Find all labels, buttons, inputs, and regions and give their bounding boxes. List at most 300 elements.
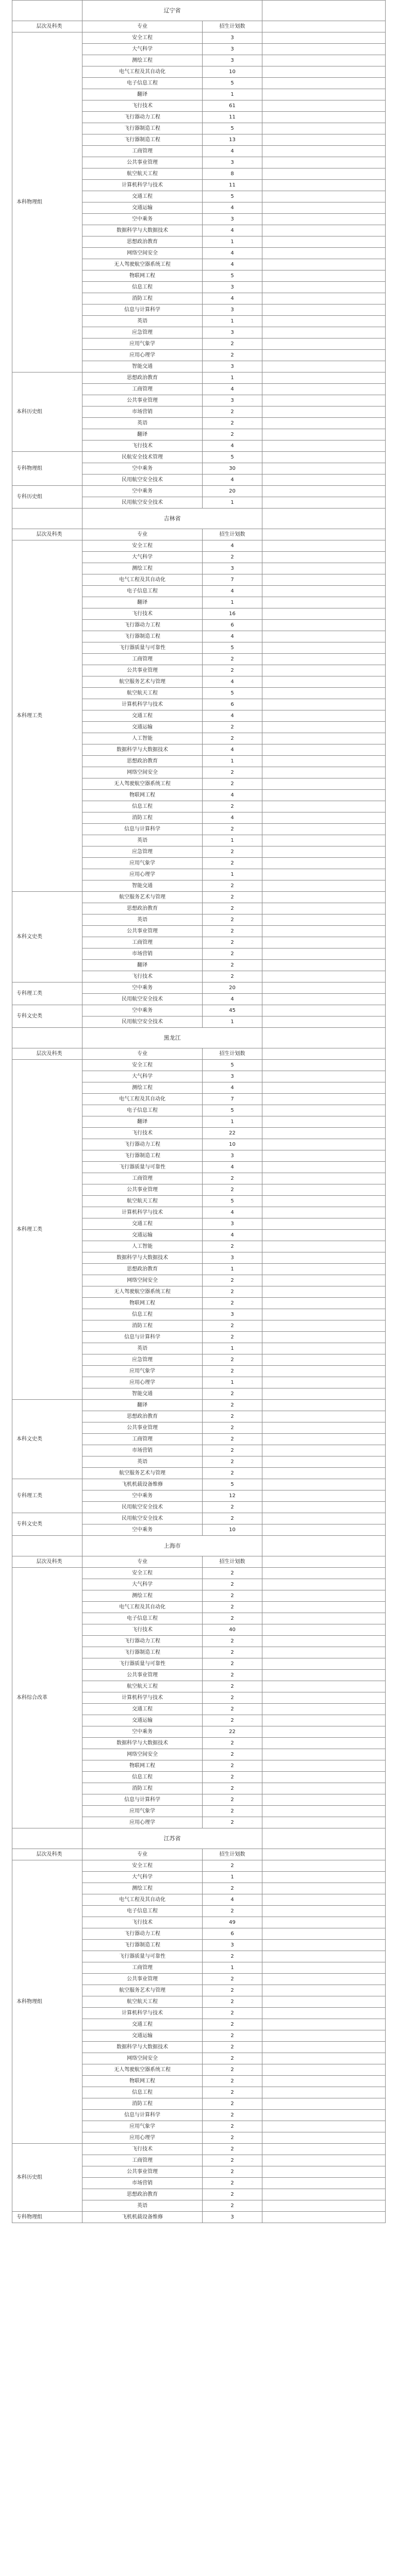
header-row — [12, 1048, 386, 1060]
count-cell: 4 — [203, 474, 262, 486]
major-cell: 网络空间安全 — [82, 248, 203, 259]
major-cell: 计算机科学与技术 — [82, 699, 203, 710]
major-cell: 翻译 — [82, 429, 203, 440]
count-cell: 2 — [203, 1772, 262, 1783]
major-cell: 无人驾驶航空器系统工程 — [82, 778, 203, 790]
count-cell: 40 — [203, 1624, 262, 1636]
count-cell: 4 — [203, 676, 262, 688]
header-major: 专业 — [82, 529, 203, 540]
count-cell: 4 — [203, 293, 262, 304]
major-cell: 英语 — [82, 2200, 203, 2212]
province-title-row — [12, 1536, 386, 1556]
major-cell: 消防工程 — [82, 2098, 203, 2110]
count-cell: 2 — [203, 2019, 262, 2030]
major-cell: 网络空间安全 — [82, 1749, 203, 1760]
count-cell: 8 — [203, 168, 262, 180]
count-cell: 2 — [203, 880, 262, 892]
count-cell: 2 — [203, 1411, 262, 1422]
major-cell: 物联网工程 — [82, 270, 203, 282]
table-row — [12, 1400, 386, 1411]
category-cell: 本科物理组 — [12, 32, 82, 372]
major-cell: 空中乘务 — [82, 1524, 203, 1536]
count-cell: 1 — [203, 89, 262, 100]
table-row — [12, 32, 386, 44]
count-cell: 3 — [203, 361, 262, 372]
count-cell: 4 — [203, 384, 262, 395]
major-cell: 大气科学 — [82, 1579, 203, 1590]
major-cell: 工商管理 — [82, 1434, 203, 1445]
major-cell: 航空服务艺术与管理 — [82, 892, 203, 903]
count-cell: 1 — [203, 372, 262, 384]
count-cell: 16 — [203, 608, 262, 620]
province-title-row — [12, 1828, 386, 1849]
major-cell: 飞行器动力工程 — [82, 620, 203, 631]
category-cell: 本科文史类 — [12, 892, 82, 982]
major-cell: 英语 — [82, 418, 203, 429]
major-cell: 信息与计算科学 — [82, 1794, 203, 1806]
count-cell: 5 — [203, 191, 262, 202]
major-cell: 英语 — [82, 316, 203, 327]
count-cell: 2 — [203, 1275, 262, 1286]
count-cell: 45 — [203, 1005, 262, 1016]
count-cell: 10 — [203, 1139, 262, 1150]
count-cell: 4 — [203, 202, 262, 214]
count-cell: 2 — [203, 824, 262, 835]
major-cell: 测绘工程 — [82, 55, 203, 66]
count-cell: 2 — [203, 2178, 262, 2189]
count-cell: 2 — [203, 338, 262, 350]
count-cell: 3 — [203, 44, 262, 55]
count-cell: 2 — [203, 1602, 262, 1613]
major-cell: 数据科学与大数据技术 — [82, 225, 203, 236]
major-cell: 空中乘务 — [82, 486, 203, 497]
count-cell: 30 — [203, 463, 262, 474]
count-cell: 3 — [203, 32, 262, 44]
major-cell: 人工智能 — [82, 1241, 203, 1252]
header-category: 层次及科类 — [12, 529, 82, 540]
count-cell: 2 — [203, 1286, 262, 1298]
count-cell: 2 — [203, 846, 262, 858]
major-cell: 智能交通 — [82, 1388, 203, 1400]
major-cell: 安全工程 — [82, 1568, 203, 1579]
count-cell: 2 — [203, 1590, 262, 1602]
major-cell: 翻译 — [82, 1116, 203, 1128]
count-cell: 2 — [203, 2121, 262, 2132]
major-cell: 航空航天工程 — [82, 688, 203, 699]
major-cell: 飞行技术 — [82, 971, 203, 982]
category-cell: 专科物理组 — [12, 2212, 82, 2223]
major-cell: 电气工程及其自动化 — [82, 1894, 203, 1906]
major-cell: 交通工程 — [82, 191, 203, 202]
count-cell: 7 — [203, 574, 262, 586]
major-cell: 信息与计算科学 — [82, 304, 203, 316]
count-cell: 2 — [203, 937, 262, 948]
major-cell: 信息与计算科学 — [82, 824, 203, 835]
major-cell: 英语 — [82, 1456, 203, 1468]
major-cell: 空中乘务 — [82, 214, 203, 225]
major-cell: 无人驾驶航空器系统工程 — [82, 259, 203, 270]
count-cell: 1 — [203, 1264, 262, 1275]
province-name: 江苏省 — [82, 1828, 262, 1849]
major-cell: 应用气象学 — [82, 858, 203, 869]
count-cell: 3 — [203, 55, 262, 66]
major-cell: 航空航天工程 — [82, 1681, 203, 1692]
count-cell: 2 — [203, 1388, 262, 1400]
major-cell: 大气科学 — [82, 552, 203, 563]
major-cell: 英语 — [82, 914, 203, 926]
major-cell: 飞行器质量与可靠性 — [82, 1162, 203, 1173]
count-cell: 4 — [203, 812, 262, 824]
count-cell: 2 — [203, 1996, 262, 2008]
count-cell: 11 — [203, 180, 262, 191]
major-cell: 飞行器制造工程 — [82, 134, 203, 146]
major-cell: 数据科学与大数据技术 — [82, 1252, 203, 1264]
major-cell: 公共事业管理 — [82, 1184, 203, 1196]
count-cell: 2 — [203, 1400, 262, 1411]
count-cell: 2 — [203, 1468, 262, 1479]
count-cell: 2 — [203, 892, 262, 903]
major-cell: 飞行技术 — [82, 100, 203, 112]
major-cell: 消防工程 — [82, 1320, 203, 1332]
major-cell: 网络空间安全 — [82, 1275, 203, 1286]
count-cell: 2 — [203, 2008, 262, 2019]
major-cell: 应急管理 — [82, 1354, 203, 1366]
count-cell: 2 — [203, 2098, 262, 2110]
count-cell: 1 — [203, 869, 262, 880]
major-cell: 人工智能 — [82, 733, 203, 744]
count-cell: 2 — [203, 665, 262, 676]
major-cell: 民用航空安全技术 — [82, 474, 203, 486]
major-cell: 信息工程 — [82, 2087, 203, 2098]
count-cell: 2 — [203, 2042, 262, 2053]
major-cell: 公共事业管理 — [82, 665, 203, 676]
major-cell: 市场营销 — [82, 1445, 203, 1456]
major-cell: 消防工程 — [82, 1783, 203, 1794]
major-cell: 飞行器动力工程 — [82, 1928, 203, 1940]
major-cell: 大气科学 — [82, 44, 203, 55]
count-cell: 7 — [203, 1094, 262, 1105]
count-cell: 2 — [203, 1332, 262, 1343]
major-cell: 飞行器制造工程 — [82, 631, 203, 642]
category-cell: 专科理工类 — [12, 982, 82, 1005]
major-cell: 飞行器制造工程 — [82, 1150, 203, 1162]
header-count: 招生计划数 — [203, 1849, 262, 1860]
major-cell: 交通工程 — [82, 1218, 203, 1230]
header-row — [12, 1556, 386, 1568]
major-cell: 交通工程 — [82, 1704, 203, 1715]
province-title-row — [12, 509, 386, 529]
count-cell: 2 — [203, 1951, 262, 1962]
table-row — [12, 452, 386, 463]
count-cell: 1 — [203, 1872, 262, 1883]
count-cell: 4 — [203, 710, 262, 722]
admissions-plan-sheet — [12, 0, 385, 2223]
count-cell: 2 — [203, 2200, 262, 2212]
count-cell: 13 — [203, 134, 262, 146]
major-cell: 电子信息工程 — [82, 1906, 203, 1917]
table-row — [12, 1860, 386, 1872]
major-cell: 工商管理 — [82, 384, 203, 395]
major-cell: 数据科学与大数据技术 — [82, 1738, 203, 1749]
count-cell: 2 — [203, 1883, 262, 1894]
major-cell: 翻译 — [82, 89, 203, 100]
count-cell: 10 — [203, 66, 262, 78]
header-row — [12, 21, 386, 32]
count-cell: 2 — [203, 971, 262, 982]
province-name: 黑龙江 — [82, 1028, 262, 1048]
count-cell: 11 — [203, 112, 262, 123]
major-cell: 飞机机载设备维修 — [82, 2212, 203, 2223]
count-cell: 2 — [203, 2132, 262, 2144]
category-cell: 专科理工类 — [12, 1479, 82, 1513]
count-cell: 2 — [203, 801, 262, 812]
count-cell: 4 — [203, 790, 262, 801]
major-cell: 思想政治教育 — [82, 372, 203, 384]
major-cell: 公共事业管理 — [82, 1974, 203, 1985]
header-major: 专业 — [82, 1849, 203, 1860]
count-cell: 4 — [203, 540, 262, 552]
major-cell: 安全工程 — [82, 540, 203, 552]
major-cell: 应用气象学 — [82, 1366, 203, 1377]
major-cell: 数据科学与大数据技术 — [82, 2042, 203, 2053]
count-cell: 5 — [203, 688, 262, 699]
count-cell: 3 — [203, 157, 262, 168]
count-cell: 2 — [203, 2076, 262, 2087]
major-cell: 英语 — [82, 835, 203, 846]
major-cell: 空中乘务 — [82, 1005, 203, 1016]
major-cell: 物联网工程 — [82, 1298, 203, 1309]
count-cell: 1 — [203, 1016, 262, 1028]
major-cell: 公共事业管理 — [82, 395, 203, 406]
category-cell: 本科综合改革 — [12, 1568, 82, 1828]
count-cell: 2 — [203, 406, 262, 418]
count-cell: 5 — [203, 642, 262, 654]
major-cell: 消防工程 — [82, 812, 203, 824]
major-cell: 翻译 — [82, 1400, 203, 1411]
major-cell: 安全工程 — [82, 32, 203, 44]
major-cell: 计算机科学与技术 — [82, 180, 203, 191]
table-row — [12, 1513, 386, 1524]
major-cell: 思想政治教育 — [82, 1411, 203, 1422]
major-cell: 信息与计算科学 — [82, 1332, 203, 1343]
count-cell: 2 — [203, 418, 262, 429]
major-cell: 交通运输 — [82, 2030, 203, 2042]
province-name: 辽宁省 — [82, 1, 262, 21]
major-cell: 物联网工程 — [82, 2076, 203, 2087]
table-body — [12, 1, 386, 2223]
count-cell: 2 — [203, 1354, 262, 1366]
major-cell: 无人驾驶航空器系统工程 — [82, 1286, 203, 1298]
count-cell: 2 — [203, 1647, 262, 1658]
major-cell: 交通运输 — [82, 1715, 203, 1726]
count-cell: 1 — [203, 236, 262, 248]
major-cell: 空中乘务 — [82, 463, 203, 474]
major-cell: 飞行技术 — [82, 2144, 203, 2155]
major-cell: 交通工程 — [82, 710, 203, 722]
count-cell: 4 — [203, 440, 262, 452]
table-row — [12, 486, 386, 497]
major-cell: 电气工程及其自动化 — [82, 1094, 203, 1105]
count-cell: 2 — [203, 552, 262, 563]
major-cell: 应用心理学 — [82, 2132, 203, 2144]
count-cell: 5 — [203, 1060, 262, 1071]
major-cell: 大气科学 — [82, 1872, 203, 1883]
count-cell: 2 — [203, 1184, 262, 1196]
count-cell: 2 — [203, 1513, 262, 1524]
count-cell: 2 — [203, 1906, 262, 1917]
major-cell: 信息与计算科学 — [82, 2110, 203, 2121]
header-major: 专业 — [82, 1556, 203, 1568]
category-cell: 本科历史组 — [12, 372, 82, 452]
major-cell: 空中乘务 — [82, 1490, 203, 1502]
count-cell: 1 — [203, 835, 262, 846]
major-cell: 民用航空安全技术 — [82, 994, 203, 1005]
major-cell: 民用航空安全技术 — [82, 497, 203, 509]
major-cell: 测绘工程 — [82, 1883, 203, 1894]
count-cell: 2 — [203, 778, 262, 790]
count-cell: 2 — [203, 733, 262, 744]
major-cell: 民航安全技术管理 — [82, 452, 203, 463]
count-cell: 2 — [203, 858, 262, 869]
header-count: 招生计划数 — [203, 21, 262, 32]
table-row — [12, 1005, 386, 1016]
province-title-row — [12, 1028, 386, 1048]
major-cell: 交通工程 — [82, 2019, 203, 2030]
major-cell: 物联网工程 — [82, 1760, 203, 1772]
table-row — [12, 982, 386, 994]
count-cell: 2 — [203, 1173, 262, 1184]
major-cell: 飞行技术 — [82, 1128, 203, 1139]
major-cell: 公共事业管理 — [82, 1422, 203, 1434]
major-cell: 测绘工程 — [82, 1082, 203, 1094]
major-cell: 工商管理 — [82, 1173, 203, 1184]
count-cell: 2 — [203, 2053, 262, 2064]
count-cell: 2 — [203, 1422, 262, 1434]
major-cell: 信息工程 — [82, 282, 203, 293]
count-cell: 2 — [203, 1760, 262, 1772]
count-cell: 2 — [203, 1636, 262, 1647]
count-cell: 2 — [203, 1783, 262, 1794]
major-cell: 市场营销 — [82, 948, 203, 960]
major-cell: 电子信息工程 — [82, 78, 203, 89]
count-cell: 2 — [203, 914, 262, 926]
count-cell: 3 — [203, 282, 262, 293]
header-category: 层次及科类 — [12, 1048, 82, 1060]
count-cell: 5 — [203, 1479, 262, 1490]
major-cell: 电气工程及其自动化 — [82, 1602, 203, 1613]
major-cell: 电子信息工程 — [82, 1613, 203, 1624]
major-cell: 空中乘务 — [82, 982, 203, 994]
count-cell: 5 — [203, 270, 262, 282]
count-cell: 2 — [203, 1658, 262, 1670]
count-cell: 2 — [203, 2166, 262, 2178]
major-cell: 应用气象学 — [82, 2121, 203, 2132]
count-cell: 49 — [203, 1917, 262, 1928]
major-cell: 信息工程 — [82, 1309, 203, 1320]
count-cell: 3 — [203, 327, 262, 338]
header-row — [12, 1849, 386, 1860]
major-cell: 空中乘务 — [82, 1726, 203, 1738]
count-cell: 2 — [203, 654, 262, 665]
count-cell: 5 — [203, 1196, 262, 1207]
count-cell: 1 — [203, 1116, 262, 1128]
major-cell: 计算机科学与技术 — [82, 2008, 203, 2019]
major-cell: 大气科学 — [82, 1071, 203, 1082]
count-cell: 4 — [203, 1207, 262, 1218]
major-cell: 翻译 — [82, 597, 203, 608]
header-category: 层次及科类 — [12, 1849, 82, 1860]
major-cell: 测绘工程 — [82, 563, 203, 574]
count-cell: 4 — [203, 248, 262, 259]
count-cell: 2 — [203, 1692, 262, 1704]
major-cell: 思想政治教育 — [82, 2189, 203, 2200]
category-cell: 本科物理组 — [12, 1860, 82, 2144]
count-cell: 2 — [203, 1320, 262, 1332]
major-cell: 飞行器动力工程 — [82, 112, 203, 123]
table-row — [12, 892, 386, 903]
major-cell: 航空服务艺术与管理 — [82, 1985, 203, 1996]
admissions-plan-table — [12, 0, 386, 2223]
major-cell: 应用心理学 — [82, 350, 203, 361]
major-cell: 工商管理 — [82, 937, 203, 948]
count-cell: 2 — [203, 1613, 262, 1624]
count-cell: 1 — [203, 756, 262, 767]
major-cell: 航空服务艺术与管理 — [82, 676, 203, 688]
count-cell: 2 — [203, 1502, 262, 1513]
count-cell: 4 — [203, 1082, 262, 1094]
province-name: 吉林省 — [82, 509, 262, 529]
count-cell: 3 — [203, 1150, 262, 1162]
count-cell: 61 — [203, 100, 262, 112]
count-cell: 2 — [203, 1241, 262, 1252]
count-cell: 20 — [203, 982, 262, 994]
table-row — [12, 1060, 386, 1071]
count-cell: 6 — [203, 1928, 262, 1940]
count-cell: 2 — [203, 1670, 262, 1681]
major-cell: 飞行器质量与可靠性 — [82, 1951, 203, 1962]
table-row — [12, 540, 386, 552]
count-cell: 4 — [203, 225, 262, 236]
count-cell: 6 — [203, 699, 262, 710]
major-cell: 电子信息工程 — [82, 1105, 203, 1116]
category-cell: 本科理工类 — [12, 540, 82, 892]
major-cell: 智能交通 — [82, 880, 203, 892]
major-cell: 飞行技术 — [82, 1917, 203, 1928]
count-cell: 2 — [203, 1974, 262, 1985]
category-cell: 专科物理组 — [12, 452, 82, 486]
table-row — [12, 2212, 386, 2223]
count-cell: 2 — [203, 1817, 262, 1828]
count-cell: 2 — [203, 722, 262, 733]
major-cell: 应用心理学 — [82, 1377, 203, 1388]
category-cell: 本科历史组 — [12, 2144, 82, 2212]
count-cell: 4 — [203, 1894, 262, 1906]
count-cell: 3 — [203, 1252, 262, 1264]
count-cell: 2 — [203, 1298, 262, 1309]
major-cell: 思想政治教育 — [82, 756, 203, 767]
count-cell: 3 — [203, 304, 262, 316]
major-cell: 应用气象学 — [82, 338, 203, 350]
count-cell: 1 — [203, 1343, 262, 1354]
count-cell: 2 — [203, 1456, 262, 1468]
header-row — [12, 529, 386, 540]
count-cell: 2 — [203, 2030, 262, 2042]
count-cell: 2 — [203, 1738, 262, 1749]
count-cell: 2 — [203, 1749, 262, 1760]
major-cell: 交通运输 — [82, 722, 203, 733]
count-cell: 2 — [203, 2064, 262, 2076]
count-cell: 4 — [203, 586, 262, 597]
